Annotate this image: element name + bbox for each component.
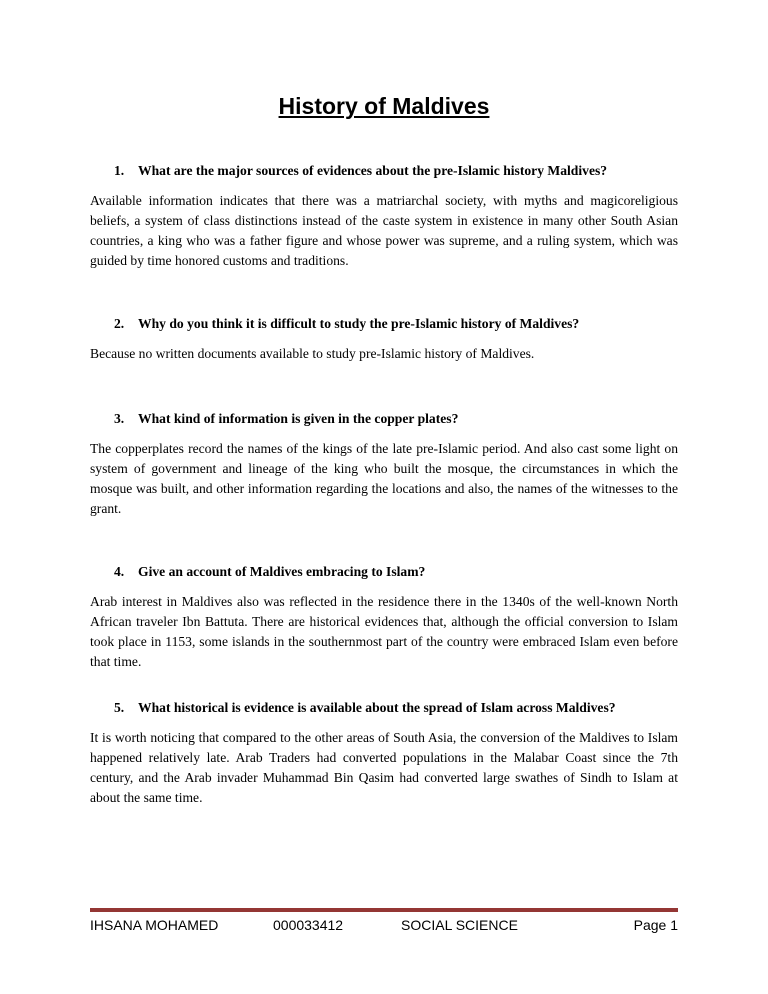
question-1	[114, 163, 607, 179]
question-text: What historical is evidence is available about the spread of Islam across Maldives?	[138, 700, 616, 715]
question-3	[114, 411, 458, 427]
question-5	[114, 700, 616, 716]
question-number: 2.	[114, 316, 125, 331]
answer-2: Because no written documents available to study pre-Islamic history of Maldives.	[90, 346, 535, 361]
question-text: What kind of information is given in the copper plates?	[138, 411, 459, 426]
footer-subject: SOCIAL SCIENCE	[401, 917, 518, 933]
footer-page-number: Page 1	[633, 917, 678, 933]
answer-4: Arab interest in Maldives also was reflected in the residence there in the 1340s of the well-known North African traveler Ibn Battuta. There are historical evidences that, although the official conversion to Islam took place in 1153, some islands in the southernmost part of the country were embraced Islam even before that time.	[90, 594, 678, 669]
answer-3: The copperplates record the names of the kings of the late pre-Islamic period. And also cast some light on system of government and lineage of the king who built the mosque, the circumstances in which the mosque was built, and other information regarding the locations and also, the names of the witnesses to the grant.	[90, 441, 678, 516]
question-number: 3.	[114, 411, 125, 426]
question-4	[114, 564, 425, 580]
footer-author-name: IHSANA MOHAMED	[90, 917, 219, 933]
question-text: Give an account of Maldives embracing to Islam?	[138, 564, 426, 579]
footer-rule	[90, 908, 678, 912]
question-text: Why do you think it is difficult to study the pre-Islamic history of Maldives?	[138, 316, 580, 331]
question-2	[114, 316, 579, 332]
answer-5: It is worth noticing that compared to the other areas of South Asia, the conversion of the Maldives to Islam happened relatively late. Arab Traders had converted populations in the Malabar Coast since the 7th century, and the Arab invader Muhammad Bin Qasim had converted large swathes of Sindh to Islam at about the same time.	[90, 730, 678, 805]
document-title: History of Maldives	[278, 93, 490, 119]
question-number: 1.	[114, 163, 125, 178]
answer-1: Available information indicates that there was a matriarchal society, with myths and magicoreligious beliefs, a system of class distinctions instead of the caste system in existence in many other South Asian countries, a king who was a father figure and whose power was supreme, and a ruling system, which was guided by time honored customs and traditions.	[90, 193, 678, 268]
footer-student-id: 000033412	[273, 917, 344, 933]
question-number: 5.	[114, 700, 125, 715]
question-text: What are the major sources of evidences about the pre-Islamic history Maldives?	[138, 163, 608, 178]
question-number: 4.	[114, 564, 125, 579]
